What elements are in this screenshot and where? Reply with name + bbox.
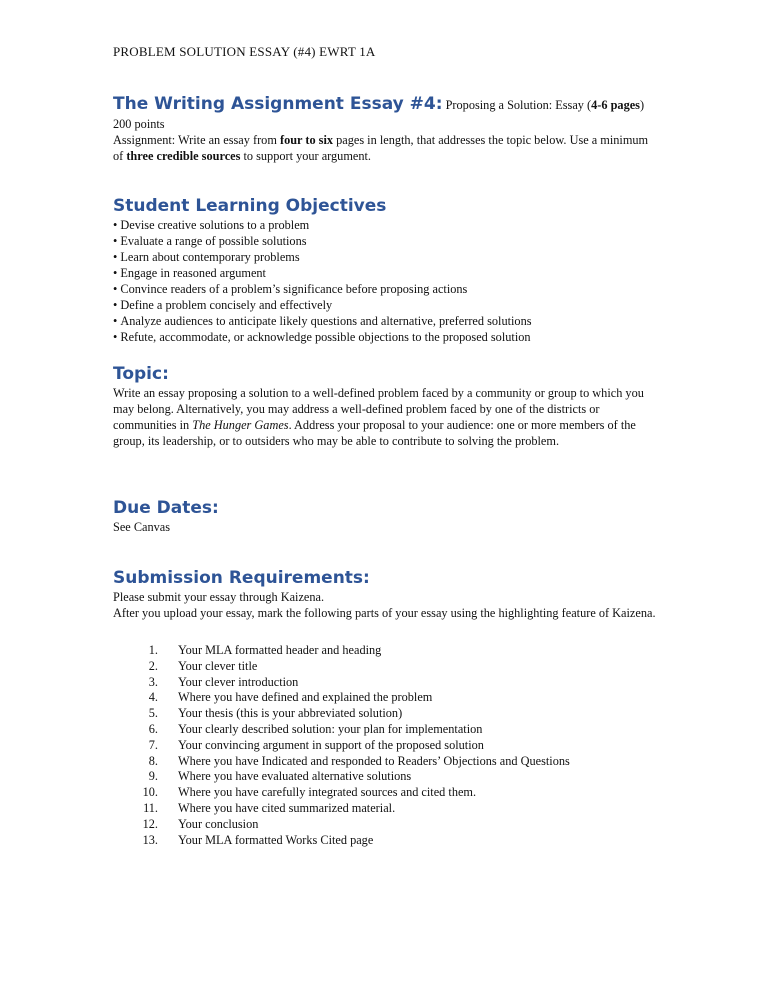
list-item: 10. Where you have carefully integrated sources and cited them.	[142, 785, 477, 800]
list-item: 8. Where you have Indicated and responded to Readers’ Objections and Questions	[148, 753, 570, 768]
list-item: • Engage in reasoned argument	[113, 265, 658, 281]
list-item: 2. Your clever title	[148, 658, 258, 673]
list-item: 9. Where you have evaluated alternative solutions	[148, 769, 412, 784]
list-item: 4. Where you have defined and explained the problem	[148, 690, 433, 705]
topic-section	[113, 363, 658, 449]
list-item: • Refute, accommodate, or acknowledge possible objections to the proposed solution	[113, 329, 658, 345]
due-dates-text: See Canvas	[113, 520, 171, 534]
list-item: 13. Your MLA formatted Works Cited page	[142, 832, 374, 847]
assignment-section	[113, 93, 658, 164]
submission-heading: Submission Requirements:	[113, 568, 370, 588]
running-header: PROBLEM SOLUTION ESSAY (#4) EWRT 1A	[113, 44, 376, 59]
assignment-subheading: Proposing a Solution: Essay (4-6 pages)	[442, 98, 645, 112]
list-item: • Evaluate a range of possible solutions	[113, 233, 658, 249]
list-item: 7. Your convincing argument in support of the proposed solution	[148, 737, 484, 752]
list-item: • Learn about contemporary problems	[113, 249, 658, 265]
assignment-heading	[113, 93, 658, 116]
submission-line-2: After you upload your essay, mark the following parts of your essay using the highlighting feature of Kaizena.	[113, 606, 656, 620]
list-item: 5. Your thesis (this is your abbreviated solution)	[148, 706, 403, 721]
list-item: 3. Your clever introduction	[148, 674, 299, 689]
submission-list	[113, 643, 658, 848]
due-dates-section	[113, 497, 658, 535]
assignment-heading-text: The Writing Assignment Essay #4:	[113, 94, 443, 114]
list-item: • Analyze audiences to anticipate likely questions and alternative, preferred solutions	[113, 313, 658, 329]
submission-line-1: Please submit your essay through Kaizena.	[113, 590, 325, 604]
submission-section	[113, 567, 658, 848]
objectives-section	[113, 195, 658, 345]
list-item: • Devise creative solutions to a problem	[113, 217, 658, 233]
list-item: 11. Where you have cited summarized material.	[143, 800, 396, 815]
list-item: • Convince readers of a problem’s significance before proposing actions	[113, 281, 658, 297]
list-item: 1. Your MLA formatted header and heading	[148, 643, 382, 657]
topic-text: Write an essay proposing a solution to a well-defined problem faced by a community or group to which you may belong. Alternatively, you may address a well-defined problem faced by one of the districts or communities in The Hunger Games. Address your proposal to your audience: one or more members of the group, its leadership, or to outsiders who may be able to contribute to solving the problem.	[113, 386, 644, 448]
list-item: • Define a problem concisely and effectively	[113, 297, 658, 313]
objectives-heading: Student Learning Objectives	[113, 196, 387, 216]
due-dates-heading: Due Dates:	[113, 498, 219, 518]
assignment-description: Assignment: Write an essay from four to six pages in length, that addresses the topic below. Use a minimum of three credible sources to support your argument.	[113, 133, 649, 163]
assignment-points: 200 points	[113, 117, 165, 131]
list-item: 6. Your clearly described solution: your plan for implementation	[148, 721, 483, 736]
objectives-list	[113, 217, 658, 345]
topic-heading: Topic:	[113, 364, 169, 384]
list-item: 12. Your conclusion	[142, 816, 259, 831]
